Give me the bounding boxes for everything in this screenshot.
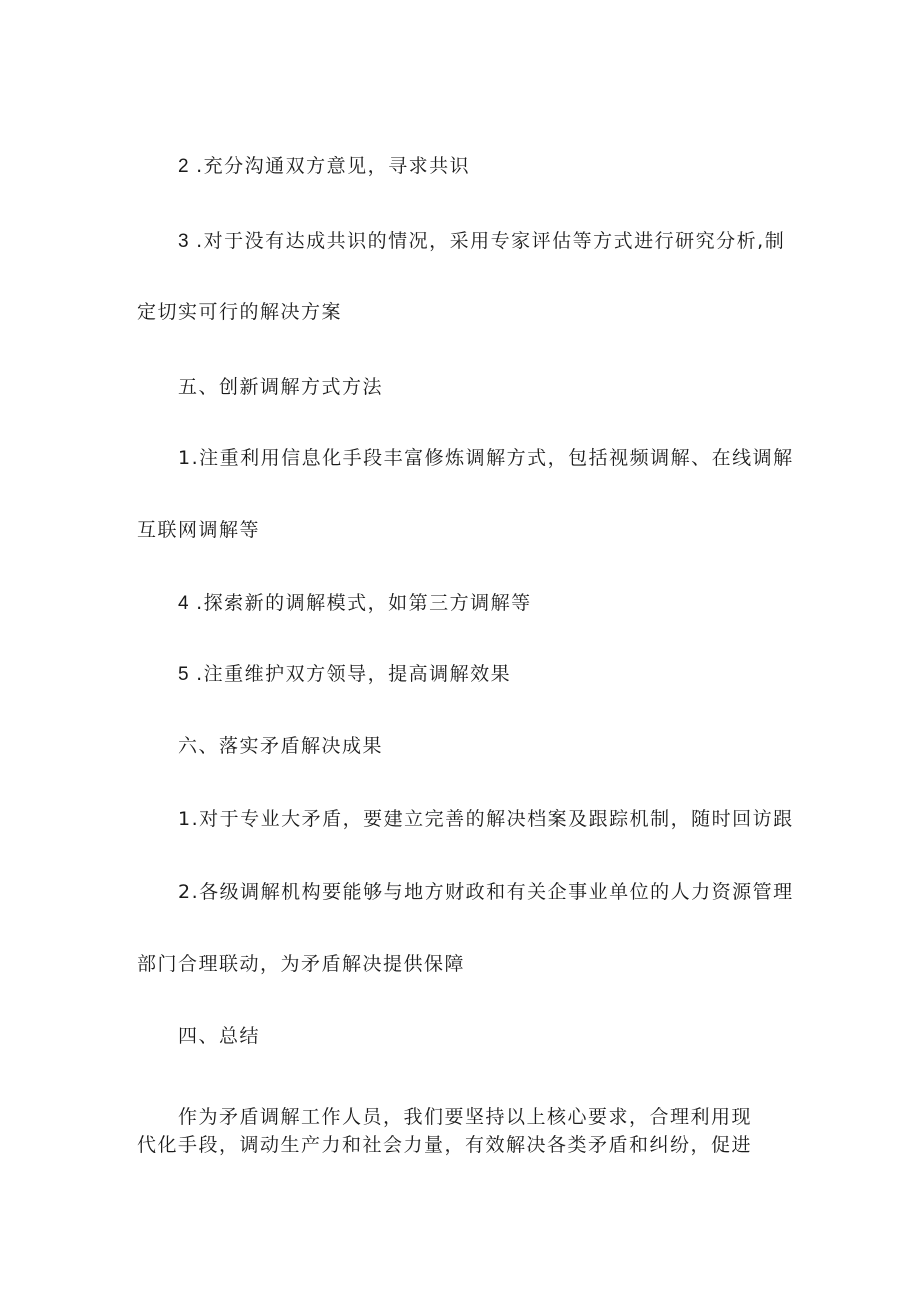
item-text: .充分沟通双方意见，寻求共识 — [196, 155, 471, 177]
section-heading: 六、落实矛盾解决成果 — [178, 735, 384, 757]
item-number: 5 — [178, 664, 189, 685]
section-heading: 四、总结 — [178, 1025, 261, 1047]
paragraph-continuation: 代化手段，调动生产力和社会力量，有效解决各类矛盾和纠纷，促进 — [137, 1134, 753, 1156]
item-text: .对于没有达成共识的情况，采用专家评估等方式进行研究分析,制 — [196, 230, 786, 252]
item-number: 2 — [178, 156, 189, 177]
list-item — [178, 154, 470, 179]
item-number: 4 — [178, 593, 189, 614]
list-item — [178, 662, 511, 687]
list-item — [178, 591, 532, 616]
paragraph: 作为矛盾调解工作人员，我们要坚持以上核心要求，合理利用现 — [178, 1106, 753, 1128]
section-heading: 五、创新调解方式方法 — [178, 376, 384, 398]
paragraph-continuation: 定切实可行的解决方案 — [137, 301, 343, 323]
paragraph-continuation: 互联网调解等 — [137, 519, 261, 541]
paragraph-continuation: 部门合理联动，为矛盾解决提供保障 — [137, 953, 466, 975]
list-item: 2.各级调解机构要能够与地方财政和有关企事业单位的人力资源管理 — [178, 881, 794, 903]
item-number: 3 — [178, 231, 189, 252]
item-text: .注重维护双方领导，提高调解效果 — [196, 663, 512, 685]
list-item — [178, 229, 785, 254]
list-item: 1.注重利用信息化手段丰富修炼调解方式，包括视频调解、在线调解 — [178, 447, 794, 469]
item-text: .探索新的调解模式，如第三方调解等 — [196, 592, 532, 614]
list-item: 1.对于专业大矛盾，要建立完善的解决档案及跟踪机制，随时回访跟 — [178, 808, 794, 830]
